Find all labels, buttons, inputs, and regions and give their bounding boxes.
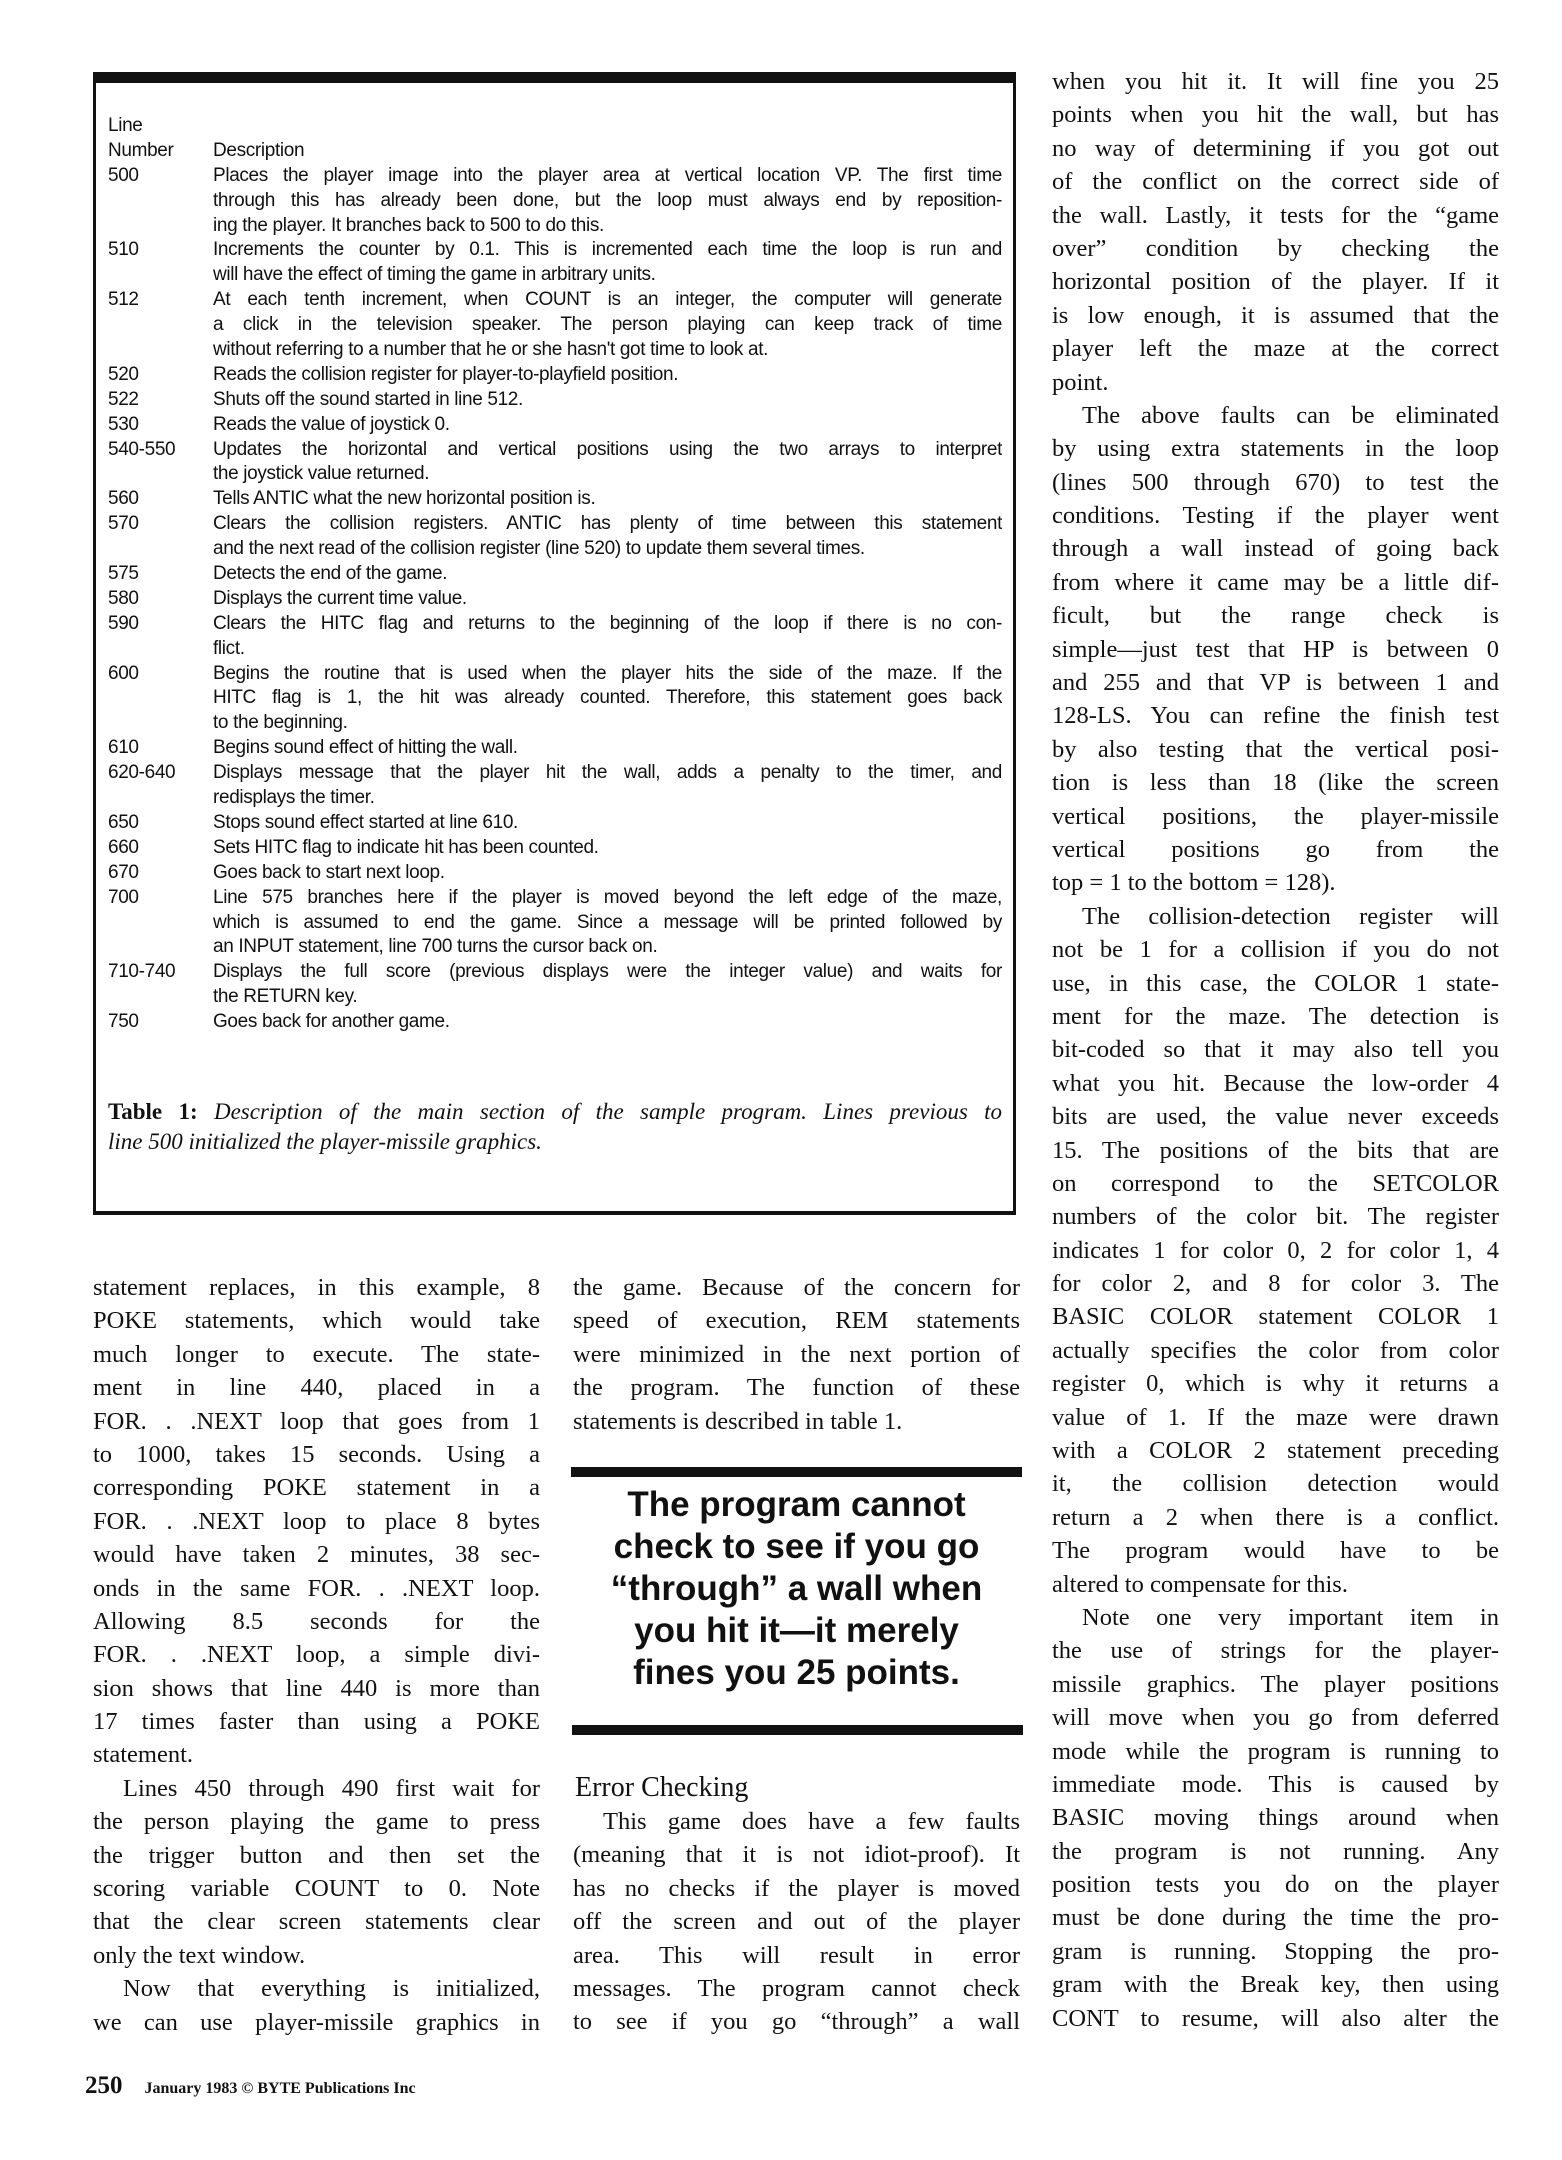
text-line: it, the collision detection would <box>1052 1470 1499 1498</box>
description-line: redisplays the timer. <box>213 787 375 809</box>
description-line: Updates the horizontal and vertical positions using the two arrays to interpret <box>213 438 1002 460</box>
caption-line: Description of the main section of the sample program. Lines previous to <box>213 1099 1002 1124</box>
line-number: 610 <box>108 737 139 759</box>
description-cell <box>213 761 1002 811</box>
line-number-cell <box>108 363 213 388</box>
paragraph <box>1052 1601 1499 2035</box>
table-1 <box>108 114 1002 1035</box>
description-line: Detects the end of the game. <box>213 563 448 585</box>
text-line: use, in this case, the COLOR 1 state- <box>1052 969 1499 997</box>
description-line: the RETURN key. <box>213 986 358 1008</box>
line-number: 590 <box>108 612 139 634</box>
text-line: the wall. Lastly, it tests for the “game <box>1052 201 1499 229</box>
line-number: 710-740 <box>108 961 176 983</box>
text-line: has no checks if the player is moved <box>573 1874 1020 1902</box>
table-row <box>108 811 1002 836</box>
table-row <box>108 886 1002 961</box>
text-line: not be 1 for a collision if you do not <box>1052 936 1499 964</box>
text-line: actually specifies the color from color <box>1052 1336 1499 1364</box>
pull-quote-line: The program cannot <box>627 1485 966 1524</box>
text-line: to 1000, takes 15 seconds. Using a <box>93 1440 540 1468</box>
paragraph <box>93 1271 540 1772</box>
table-row <box>108 363 1002 388</box>
caption-label: Table 1: <box>108 1099 198 1124</box>
line-number-cell <box>108 836 213 861</box>
paragraph <box>1052 65 1499 399</box>
description-cell <box>213 836 1002 861</box>
line-number-cell <box>108 512 213 562</box>
text-line: position tests you do on the player <box>1052 1871 1499 1899</box>
text-line: only the text window. <box>93 1941 306 1969</box>
text-line: vertical positions go from the <box>1052 835 1499 863</box>
line-number-cell <box>108 238 213 288</box>
description-line: At each tenth increment, when COUNT is an integer, the computer will generate <box>213 289 1002 311</box>
text-line: scoring variable COUNT to 0. Note <box>93 1875 540 1903</box>
table-row <box>108 562 1002 587</box>
table-header-number: Number <box>108 139 174 161</box>
description-cell <box>213 288 1002 363</box>
description-cell <box>213 612 1002 662</box>
text-line: top = 1 to the bottom = 128). <box>1052 869 1336 897</box>
text-line: This game does have a few faults <box>603 1808 1020 1835</box>
table-row <box>108 388 1002 413</box>
text-line: The above faults can be eliminated <box>1082 401 1499 429</box>
line-number: 650 <box>108 811 139 833</box>
line-number-cell <box>108 886 213 961</box>
text-line: Lines 450 through 490 first wait for <box>123 1774 540 1802</box>
line-number: 600 <box>108 662 139 684</box>
description-cell <box>213 562 1002 587</box>
text-line: what you hit. Because the low-order 4 <box>1052 1069 1499 1097</box>
text-line: would have taken 2 minutes, 38 sec- <box>93 1541 540 1569</box>
paragraph <box>573 1271 1020 1438</box>
description-line: flict. <box>213 637 245 659</box>
text-line: POKE statements, which would take <box>93 1307 540 1335</box>
text-line: CONT to resume, will also alter the <box>1052 2004 1499 2032</box>
text-line: to see if you go “through” a wall <box>573 2008 1020 2036</box>
text-line: the trigger button and then set the <box>93 1841 540 1869</box>
table-row <box>108 861 1002 886</box>
description-cell <box>213 861 1002 886</box>
description-line: Reads the value of joystick 0. <box>213 413 450 435</box>
text-line: ficult, but the range check is <box>1052 602 1499 630</box>
line-number-cell <box>108 587 213 612</box>
caption-line: line 500 initialized the player-missile graphics. <box>108 1129 542 1154</box>
line-number-cell <box>108 612 213 662</box>
text-line: bit-coded so that it may also tell you <box>1052 1036 1499 1064</box>
text-line: mode while the program is running to <box>1052 1737 1499 1765</box>
pull-quote-line: “through” a wall when <box>610 1569 983 1608</box>
line-number-cell <box>108 736 213 761</box>
text-line: gram is running. Stopping the pro- <box>1052 1937 1499 1965</box>
column-left <box>93 1271 540 2039</box>
text-line: simple—just test that HP is between 0 <box>1052 635 1499 663</box>
description-cell <box>213 1010 1002 1035</box>
text-line: must be done during the time the pro- <box>1052 1904 1499 1932</box>
description-line: and the next read of the collision register (line 520) to update them several times. <box>213 538 865 560</box>
text-line: the person playing the game to press <box>93 1808 540 1836</box>
line-number: 660 <box>108 836 139 858</box>
table-row <box>108 487 1002 512</box>
description-cell <box>213 662 1002 737</box>
description-line: Displays the current time value. <box>213 587 467 609</box>
line-number-cell <box>108 861 213 886</box>
text-line: with a COLOR 2 statement preceding <box>1052 1437 1499 1465</box>
description-line: Begins the routine that is used when the player hits the side of the maze. If the <box>213 662 1002 684</box>
line-number-cell <box>108 1010 213 1035</box>
text-line: statements is described in table 1. <box>573 1407 903 1435</box>
text-line: messages. The program cannot check <box>573 1974 1020 2002</box>
line-number: 522 <box>108 388 139 410</box>
description-cell <box>213 164 1002 239</box>
paragraph <box>93 1772 540 1972</box>
table-header-description: Description <box>213 139 305 161</box>
line-number-cell <box>108 413 213 438</box>
description-cell <box>213 363 1002 388</box>
pull-quote <box>571 1484 1022 1694</box>
column-right <box>1052 65 1499 2035</box>
text-line: FOR. . .NEXT loop, a simple divi- <box>93 1641 540 1669</box>
text-line: through a wall instead of going back <box>1052 535 1499 563</box>
table-row <box>108 438 1002 488</box>
table-row <box>108 612 1002 662</box>
description-line: Goes back to start next loop. <box>213 861 445 883</box>
text-line: from where it came may be a little dif- <box>1052 568 1499 596</box>
text-line: return a 2 when there is a conflict. <box>1052 1503 1499 1531</box>
pull-quote-line: check to see if you go <box>613 1527 980 1566</box>
text-line: 17 times faster than using a POKE <box>93 1708 540 1736</box>
description-line: the joystick value returned. <box>213 463 430 485</box>
pull-quote-line: fines you 25 points. <box>633 1653 960 1692</box>
line-number-cell <box>108 960 213 1010</box>
table-row <box>108 413 1002 438</box>
description-cell <box>213 587 1002 612</box>
description-cell <box>213 238 1002 288</box>
text-line: on correspond to the SETCOLOR <box>1052 1169 1499 1197</box>
paragraph <box>1052 900 1499 1601</box>
text-line: speed of execution, REM statements <box>573 1307 1020 1335</box>
description-cell <box>213 512 1002 562</box>
text-line: area. This will result in error <box>573 1941 1020 1969</box>
text-line: (meaning that it is not idiot-proof). It <box>573 1841 1020 1869</box>
description-line: Clears the HITC flag and returns to the beginning of the loop if there is no con- <box>213 612 1002 634</box>
description-cell <box>213 388 1002 413</box>
text-line: the use of strings for the player- <box>1052 1637 1499 1665</box>
description-line: Increments the counter by 0.1. This is incremented each time the loop is run and <box>213 239 1002 261</box>
page-number: 250 <box>85 2072 123 2099</box>
pull-quote-bottom-rule <box>572 1725 1023 1735</box>
line-number: 530 <box>108 413 139 435</box>
text-line: no way of determining if you got out <box>1052 134 1499 162</box>
text-line: onds in the same FOR. . .NEXT loop. <box>93 1574 540 1602</box>
line-number: 500 <box>108 164 139 186</box>
description-line: HITC flag is 1, the hit was already counted. Therefore, this statement goes back <box>213 687 1002 709</box>
line-number: 570 <box>108 513 139 535</box>
description-cell <box>213 811 1002 836</box>
text-line: corresponding POKE statement in a <box>93 1474 540 1502</box>
text-line: bits are used, the value never exceeds <box>1052 1103 1499 1131</box>
text-line: ment in line 440, placed in a <box>93 1374 540 1402</box>
table-row <box>108 587 1002 612</box>
text-line: altered to compensate for this. <box>1052 1570 1348 1598</box>
text-line: statement. <box>93 1741 194 1769</box>
pull-quote-line: you hit it—it merely <box>634 1611 959 1650</box>
text-line: immediate mode. This is caused by <box>1052 1770 1499 1798</box>
description-line: to the beginning. <box>213 712 348 734</box>
text-line: for color 2, and 8 for color 3. The <box>1052 1270 1499 1298</box>
description-cell <box>213 487 1002 512</box>
text-line: gram with the Break key, then using <box>1052 1971 1499 1999</box>
table-row <box>108 960 1002 1010</box>
line-number-cell <box>108 811 213 836</box>
line-number: 580 <box>108 587 139 609</box>
line-number-cell <box>108 388 213 413</box>
line-number: 620-640 <box>108 762 176 784</box>
table-row <box>108 512 1002 562</box>
text-line: the game. Because of the concern for <box>573 1274 1020 1301</box>
table-row <box>108 662 1002 737</box>
text-line: vertical positions, the player-missile <box>1052 802 1499 830</box>
line-number-cell <box>108 562 213 587</box>
description-line: which is assumed to end the game. Since a message will be printed followed by <box>213 911 1002 933</box>
line-number: 700 <box>108 886 139 908</box>
text-line: the program is not running. Any <box>1052 1837 1499 1865</box>
description-line: Displays message that the player hit the wall, adds a penalty to the timer, and <box>213 762 1002 784</box>
description-cell <box>213 960 1002 1010</box>
line-number: 520 <box>108 363 139 385</box>
description-line: Reads the collision register for player-to-playfield position. <box>213 363 679 385</box>
description-cell <box>213 886 1002 961</box>
text-line: Now that everything is initialized, <box>123 1975 540 2003</box>
pull-quote-top-rule <box>571 1467 1022 1477</box>
paragraph <box>1052 399 1499 900</box>
text-line: value of 1. If the maze were drawn <box>1052 1403 1499 1431</box>
table-row <box>108 164 1002 239</box>
table-row <box>108 836 1002 861</box>
section-heading: Error Checking <box>575 1772 749 1803</box>
line-number-cell <box>108 438 213 488</box>
text-line: BASIC COLOR statement COLOR 1 <box>1052 1303 1499 1331</box>
text-line: (lines 500 through 670) to test the <box>1052 468 1499 496</box>
table-header-line: Line <box>108 115 143 136</box>
text-line: the program. The function of these <box>573 1374 1020 1402</box>
table-row <box>108 761 1002 811</box>
description-line: an INPUT statement, line 700 turns the cursor back on. <box>213 936 658 958</box>
description-line: without referring to a number that he or she hasn't got time to look at. <box>213 339 769 361</box>
line-number: 750 <box>108 1011 139 1033</box>
text-line: sion shows that line 440 is more than <box>93 1674 540 1702</box>
text-line: by also testing that the vertical posi- <box>1052 735 1499 763</box>
text-line: and 255 and that VP is between 1 and <box>1052 669 1499 697</box>
table-row <box>108 1010 1002 1035</box>
footer-credit: January 1983 © BYTE Publications Inc <box>144 2080 416 2097</box>
text-line: Allowing 8.5 seconds for the <box>93 1607 540 1635</box>
text-line: indicates 1 for color 0, 2 for color 1, 4 <box>1052 1236 1499 1264</box>
paragraph <box>573 1805 1020 2039</box>
line-number-cell <box>108 761 213 811</box>
description-line: will have the effect of timing the game in arbitrary units. <box>213 264 656 286</box>
text-line: of the conflict on the correct side of <box>1052 168 1499 196</box>
text-line: that the clear screen statements clear <box>93 1908 540 1936</box>
text-line: by using extra statements in the loop <box>1052 435 1499 463</box>
text-line: conditions. Testing if the player went <box>1052 502 1499 530</box>
line-number: 512 <box>108 289 139 311</box>
text-line: FOR. . .NEXT loop to place 8 bytes <box>93 1507 540 1535</box>
text-line: register 0, which is why it returns a <box>1052 1370 1499 1398</box>
description-line: Tells ANTIC what the new horizontal position is. <box>213 488 596 510</box>
line-number: 560 <box>108 488 139 510</box>
description-line: Goes back for another game. <box>213 1011 450 1033</box>
table-row <box>108 736 1002 761</box>
description-line: Displays the full score (previous displays were the integer value) and waits for <box>213 961 1002 983</box>
line-number: 510 <box>108 239 139 261</box>
text-line: BASIC moving things around when <box>1052 1804 1499 1832</box>
text-line: we can use player-missile graphics in <box>93 2008 540 2036</box>
text-line: were minimized in the next portion of <box>573 1340 1020 1368</box>
page-footer <box>85 2072 416 2100</box>
table-header-row <box>108 139 1002 164</box>
table-row <box>108 288 1002 363</box>
text-line: 128-LS. You can refine the finish test <box>1052 702 1499 730</box>
text-line: numbers of the color bit. The register <box>1052 1203 1499 1231</box>
line-number: 540-550 <box>108 438 176 460</box>
text-line: ment for the maze. The detection is <box>1052 1002 1499 1030</box>
text-line: points when you hit the wall, but has <box>1052 101 1499 129</box>
line-number-cell <box>108 288 213 363</box>
description-line: Clears the collision registers. ANTIC has plenty of time between this statement <box>213 513 1002 535</box>
description-line: Sets HITC flag to indicate hit has been counted. <box>213 836 599 858</box>
line-number-cell <box>108 662 213 737</box>
text-line: point. <box>1052 368 1109 396</box>
text-line: much longer to execute. The state- <box>93 1340 540 1368</box>
text-line: tion is less than 18 (like the screen <box>1052 769 1499 797</box>
description-line: ing the player. It branches back to 500 to do this. <box>213 214 604 236</box>
description-line: through this has already been done, but the loop must always end by reposition- <box>213 189 1002 211</box>
description-cell <box>213 438 1002 488</box>
text-line: off the screen and out of the player <box>573 1908 1020 1936</box>
description-cell <box>213 736 1002 761</box>
description-line: Line 575 branches here if the player is moved beyond the left edge of the maze, <box>213 886 1002 908</box>
text-line: over” condition by checking the <box>1052 234 1499 262</box>
line-number-cell <box>108 487 213 512</box>
table-rows <box>108 164 1002 1035</box>
description-line: a click in the television speaker. The person playing can keep track of time <box>213 314 1002 336</box>
column-middle-top <box>573 1271 1020 1438</box>
text-line: will move when you go from deferred <box>1052 1704 1499 1732</box>
text-line: player left the maze at the correct <box>1052 335 1499 363</box>
line-number: 575 <box>108 563 139 585</box>
text-line: when you hit it. It will fine you 25 <box>1052 68 1499 95</box>
text-line: missile graphics. The player positions <box>1052 1670 1499 1698</box>
text-line: The collision-detection register will <box>1082 902 1499 930</box>
description-line: Stops sound effect started at line 610. <box>213 811 518 833</box>
description-line: Shuts off the sound started in line 512. <box>213 388 523 410</box>
column-middle-bottom <box>573 1805 1020 2039</box>
description-cell <box>213 413 1002 438</box>
description-line: Begins sound effect of hitting the wall. <box>213 737 518 759</box>
line-number-cell <box>108 164 213 239</box>
text-line: is low enough, it is assumed that the <box>1052 301 1499 329</box>
text-line: statement replaces, in this example, 8 <box>93 1274 540 1301</box>
text-line: 15. The positions of the bits that are <box>1052 1136 1499 1164</box>
text-line: The program would have to be <box>1052 1537 1499 1565</box>
text-line: horizontal position of the player. If it <box>1052 268 1499 296</box>
table-row <box>108 238 1002 288</box>
paragraph <box>93 1972 540 2039</box>
text-line: Note one very important item in <box>1082 1603 1499 1631</box>
description-line: Places the player image into the player area at vertical location VP. The first time <box>213 164 1002 186</box>
table-caption <box>108 1097 1002 1157</box>
text-line: FOR. . .NEXT loop that goes from 1 <box>93 1407 540 1435</box>
line-number: 670 <box>108 861 139 883</box>
